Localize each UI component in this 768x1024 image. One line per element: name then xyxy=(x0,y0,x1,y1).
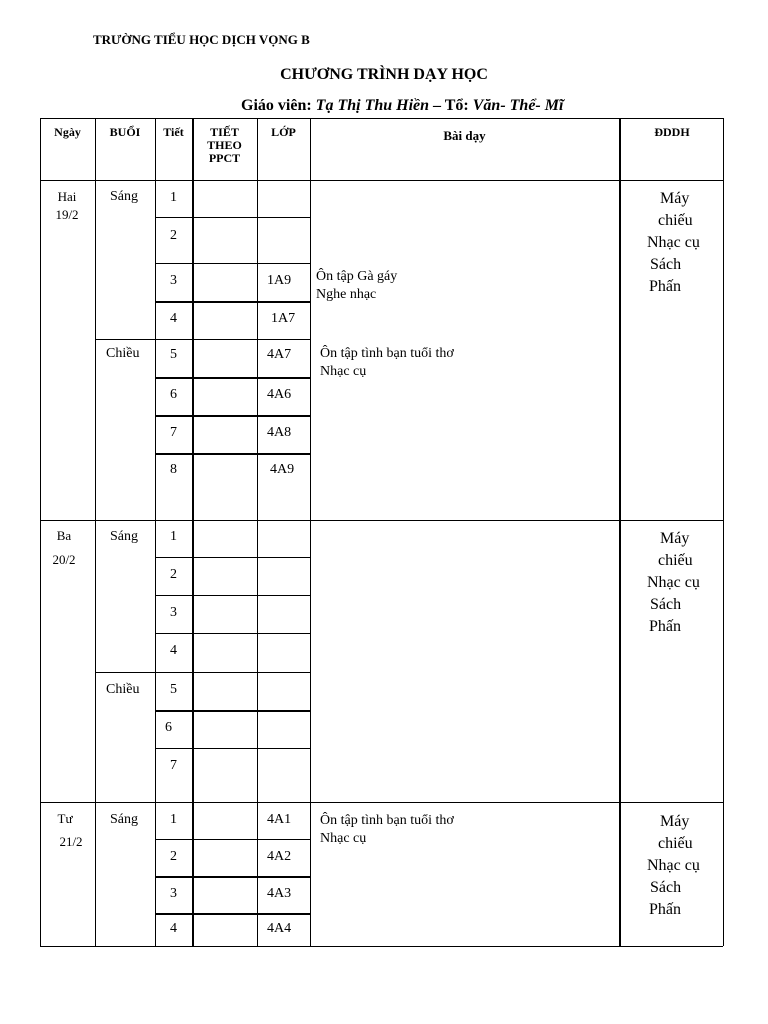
class-code: 4A2 xyxy=(267,849,292,864)
class-code: 1A9 xyxy=(267,273,292,288)
class-code: 4A4 xyxy=(267,921,292,936)
period-number: 1 xyxy=(170,190,177,205)
period-number: 7 xyxy=(170,758,177,773)
session-name: Chiều xyxy=(106,346,140,361)
day-date: 20/2 xyxy=(52,552,76,567)
group-name: Văn- Thể- Mĩ xyxy=(472,97,564,114)
period-number: 8 xyxy=(170,462,177,477)
equipment-list: Máy chiếu Nhạc cụ Sách Phấn xyxy=(647,813,700,918)
header-tiet: Tiết xyxy=(163,125,184,139)
day-name: Hai xyxy=(57,189,77,204)
class-code: 4A6 xyxy=(267,387,292,402)
period-number: 6 xyxy=(165,720,172,735)
header-lop: LỚP xyxy=(271,125,296,139)
lesson-text: Ôn tập Gà gáy Nghe nhạc xyxy=(316,269,398,302)
period-number: 5 xyxy=(170,347,177,362)
class-code: 4A7 xyxy=(267,347,292,362)
day-name: Ba xyxy=(56,528,72,543)
school-name: TRƯỜNG TIỂU HỌC DỊCH VỌNG B xyxy=(93,32,310,47)
header-ppct: TIẾT THEO PPCT xyxy=(207,125,242,165)
header-buoi: BUỔI xyxy=(109,125,141,139)
period-number: 3 xyxy=(170,886,177,901)
period-number: 6 xyxy=(170,387,177,402)
period-number: 3 xyxy=(170,605,177,620)
period-number: 1 xyxy=(170,529,177,544)
period-number: 4 xyxy=(170,643,177,658)
teacher-label: Giáo viên: xyxy=(241,97,312,114)
header-ngay: Ngày xyxy=(54,125,81,139)
header-dddh: ĐDDH xyxy=(654,125,690,139)
lesson-text: Ôn tập tình bạn tuổi thơ Nhạc cụ xyxy=(320,813,454,846)
session-name: Sáng xyxy=(110,189,138,204)
period-number: 7 xyxy=(170,425,177,440)
class-code: 4A1 xyxy=(267,812,292,827)
class-code: 4A9 xyxy=(270,462,295,477)
class-code: 4A3 xyxy=(267,886,292,901)
class-code: 4A8 xyxy=(267,425,292,440)
period-number: 4 xyxy=(170,311,177,326)
period-number: 3 xyxy=(170,273,177,288)
period-number: 1 xyxy=(170,812,177,827)
class-code: 1A7 xyxy=(271,311,296,326)
day-name: Tư xyxy=(57,811,73,826)
lesson-text: Ôn tập tình bạn tuổi thơ Nhạc cụ xyxy=(320,346,454,379)
day-date: 21/2 xyxy=(59,834,83,849)
equipment-list: Máy chiếu Nhạc cụ Sách Phấn xyxy=(647,190,700,295)
teacher-sep: – xyxy=(433,97,442,114)
period-number: 2 xyxy=(170,567,177,582)
teacher-name: Tạ Thị Thu Hiền xyxy=(315,97,430,114)
period-number: 5 xyxy=(170,682,177,697)
period-number: 4 xyxy=(170,921,177,936)
header-baiday: Bài dạy xyxy=(443,128,486,143)
group-label: Tổ: xyxy=(444,97,469,114)
teacher-line xyxy=(241,97,563,115)
session-name: Sáng xyxy=(110,812,138,827)
session-name: Chiều xyxy=(106,682,140,697)
period-number: 2 xyxy=(170,228,177,243)
day-date: 19/2 xyxy=(55,207,79,222)
session-name: Sáng xyxy=(110,529,138,544)
equipment-list: Máy chiếu Nhạc cụ Sách Phấn xyxy=(647,530,700,635)
period-number: 2 xyxy=(170,849,177,864)
document-title: CHƯƠNG TRÌNH DẠY HỌC xyxy=(280,66,488,83)
